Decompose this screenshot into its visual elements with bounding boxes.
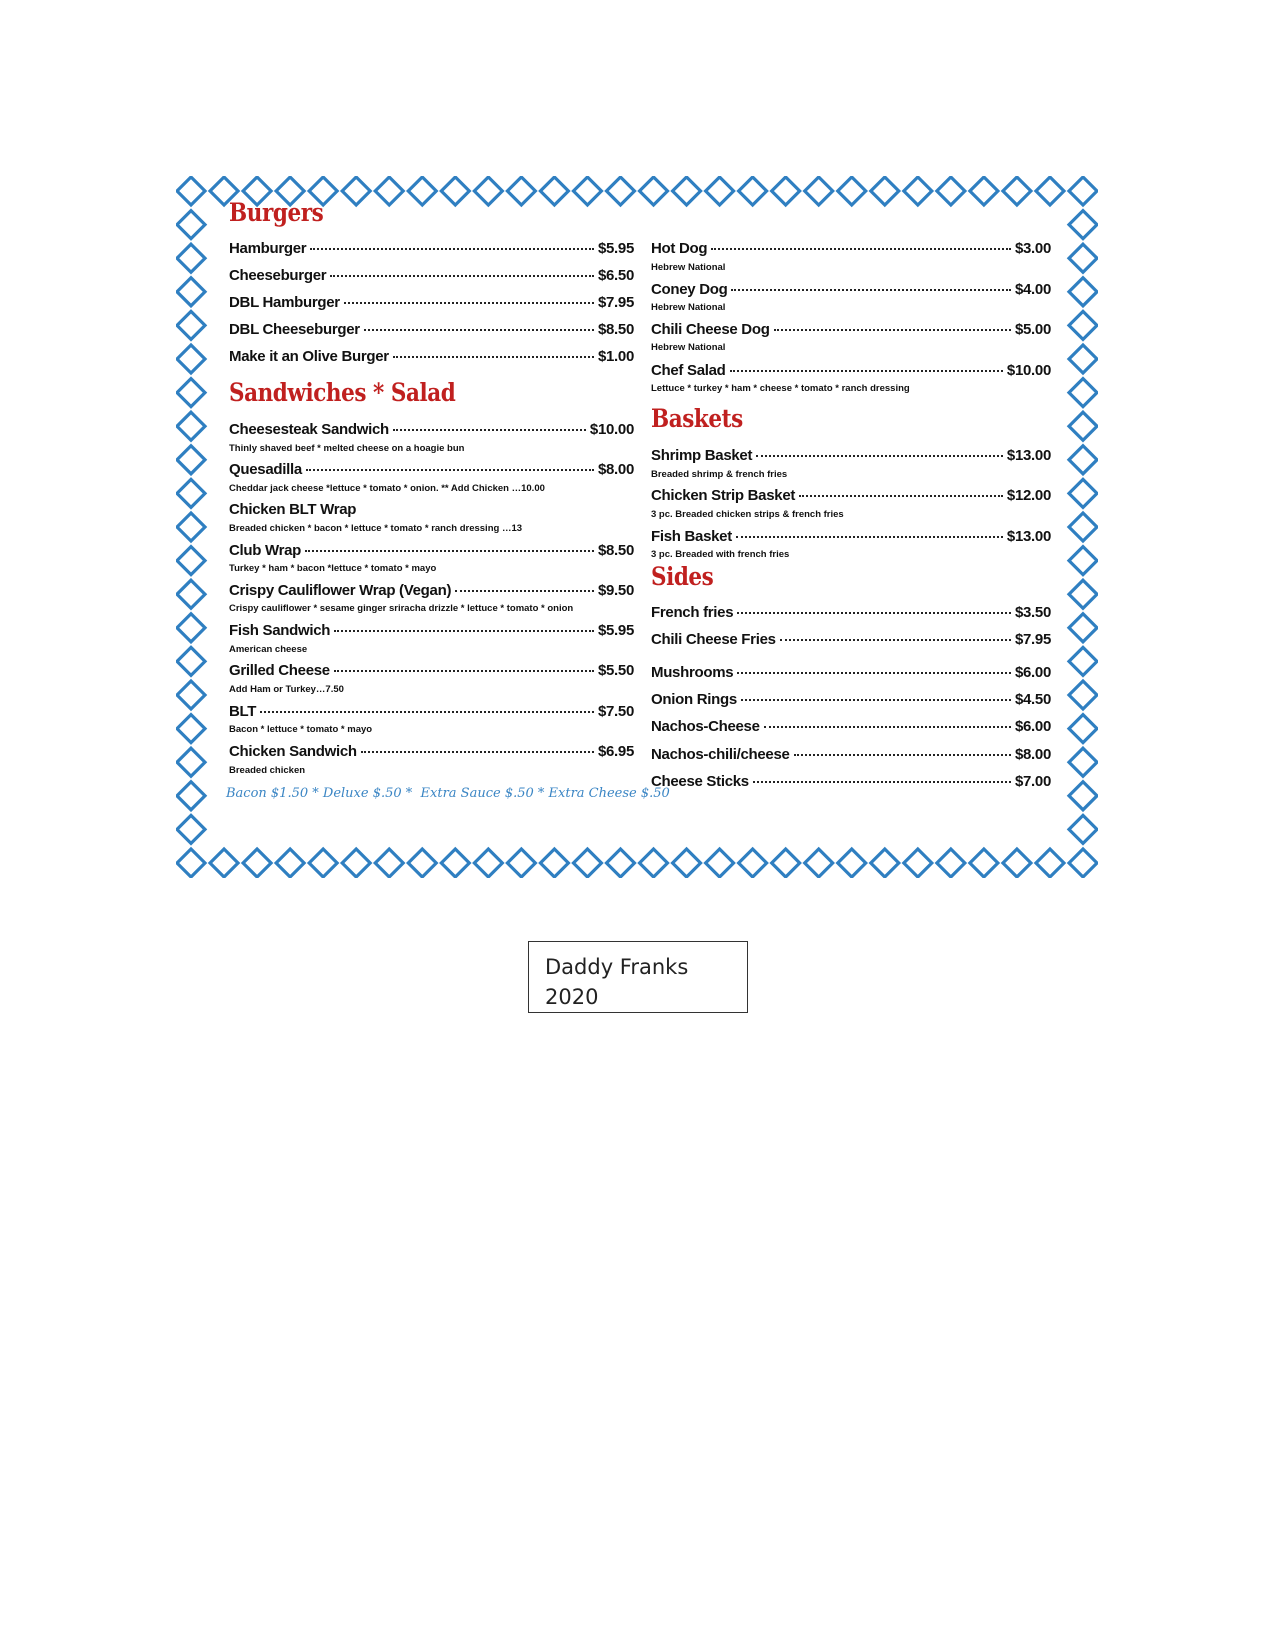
dot-leader <box>361 751 594 753</box>
dot-leader <box>334 670 594 672</box>
border-diamond <box>474 177 502 205</box>
menu-item-coney-dog <box>651 281 1051 301</box>
border-diamond <box>1003 177 1031 205</box>
dot-leader <box>393 356 594 358</box>
item-price: $3.00 <box>1014 240 1051 257</box>
item-description: American cheese <box>229 644 308 655</box>
border-diamond <box>606 177 634 205</box>
dot-leader <box>730 370 1003 372</box>
item-name: Hamburger <box>229 240 307 257</box>
item-description: Bacon * lettuce * tomato * mayo <box>229 724 373 735</box>
border-diamond <box>1069 311 1097 339</box>
dot-leader <box>393 429 586 431</box>
border-diamond <box>177 513 205 541</box>
border-diamond <box>375 849 403 877</box>
border-diamond <box>1069 446 1097 474</box>
menu-item-dbl-hamburger <box>229 294 634 314</box>
border-diamond <box>177 647 205 675</box>
menu-item-grilled-cheese <box>229 662 634 682</box>
item-price: $8.50 <box>597 542 634 559</box>
border-diamond <box>309 849 337 877</box>
extras-pricing-line: Bacon $1.50 * Deluxe $.50 * Extra Sauce $.50 * Extra Cheese $.50 <box>226 786 670 801</box>
item-price: $8.00 <box>597 461 634 478</box>
border-diamond <box>805 849 833 877</box>
border-diamond <box>673 177 701 205</box>
border-diamond <box>177 345 205 373</box>
menu-item-french-fries <box>651 604 1051 624</box>
item-description: Cheddar jack cheese *lettuce * tomato * onion. ** Add Chicken …10.00 <box>229 483 545 494</box>
border-diamond <box>937 849 965 877</box>
dot-leader <box>344 302 594 304</box>
border-diamond <box>1069 479 1097 507</box>
item-price: $13.00 <box>1006 528 1051 545</box>
border-diamond <box>177 782 205 810</box>
menu-frame <box>176 176 1098 878</box>
dot-leader <box>364 329 594 331</box>
item-price: $1.00 <box>597 348 634 365</box>
item-price: $12.00 <box>1006 487 1051 504</box>
border-diamond <box>1069 412 1097 440</box>
item-price: $7.95 <box>1014 631 1051 648</box>
item-description: Turkey * ham * bacon *lettuce * tomato * mayo <box>229 563 437 574</box>
item-price: $8.50 <box>597 321 634 338</box>
menu-item-blt <box>229 703 634 723</box>
item-name: Chili Cheese Dog <box>651 321 770 338</box>
item-description: Crispy cauliflower * sesame ginger sriracha drizzle * lettuce * tomato * onion <box>229 603 574 614</box>
section-heading-sides: Sides <box>651 562 714 591</box>
border-diamond <box>904 849 932 877</box>
border-diamond <box>573 849 601 877</box>
item-name: Chicken Strip Basket <box>651 487 796 504</box>
item-name: Coney Dog <box>651 281 728 298</box>
border-diamond <box>177 815 205 843</box>
dot-leader <box>310 248 594 250</box>
item-description: 3 pc. Breaded with french fries <box>651 549 790 560</box>
menu-item-cheesesteak <box>229 421 634 441</box>
border-diamond <box>640 849 668 877</box>
border-diamond <box>342 849 370 877</box>
border-diamond <box>276 849 304 877</box>
item-description: Lettuce * turkey * ham * cheese * tomato * ranch dressing <box>651 383 910 394</box>
item-description: Breaded chicken <box>229 765 306 776</box>
item-name: Quesadilla <box>229 461 302 478</box>
item-price: $7.95 <box>597 294 634 311</box>
item-price: $5.00 <box>1014 321 1051 338</box>
item-price: $4.00 <box>1014 281 1051 298</box>
border-diamond <box>177 715 205 743</box>
border-diamond <box>1069 614 1097 642</box>
item-price: $4.50 <box>1014 691 1051 708</box>
border-diamond <box>177 849 205 877</box>
menu-item-chicken-blt-wrap <box>229 501 356 521</box>
menu-item-quesadilla <box>229 461 634 481</box>
border-diamond <box>871 177 899 205</box>
item-price: $9.50 <box>597 582 634 599</box>
dot-leader <box>306 469 594 471</box>
border-diamond <box>375 177 403 205</box>
border-diamond <box>838 177 866 205</box>
border-diamond <box>177 681 205 709</box>
border-diamond <box>1069 513 1097 541</box>
dot-leader <box>737 612 1011 614</box>
dot-leader <box>780 639 1011 641</box>
dot-leader <box>711 248 1011 250</box>
item-price: $13.00 <box>1006 447 1051 464</box>
menu-item-fish-sandwich <box>229 622 634 642</box>
item-name: Hot Dog <box>651 240 708 257</box>
border-diamond <box>177 177 205 205</box>
border-diamond <box>177 580 205 608</box>
border-diamond <box>970 849 998 877</box>
border-diamond <box>1069 547 1097 575</box>
border-diamond <box>177 748 205 776</box>
dot-leader <box>756 455 1003 457</box>
label-line-1: Daddy Franks <box>545 955 689 979</box>
border-diamond <box>970 177 998 205</box>
item-price: $8.00 <box>1014 746 1051 763</box>
border-diamond <box>904 177 932 205</box>
section-heading-burgers: Burgers <box>229 198 324 227</box>
daddy-franks-label <box>528 941 748 1013</box>
dot-leader <box>753 781 1011 783</box>
border-diamond <box>1069 815 1097 843</box>
menu-item-cheeseburger <box>229 267 634 287</box>
item-name: Chef Salad <box>651 362 726 379</box>
menu-item-chili-cheese-fries <box>651 631 1051 651</box>
border-diamond <box>507 849 535 877</box>
item-name: Nachos-Cheese <box>651 718 760 735</box>
menu-item-chili-cheese-dog <box>651 321 1051 341</box>
item-price: $5.95 <box>597 622 634 639</box>
border-diamond <box>441 849 469 877</box>
item-description: Hebrew National <box>651 302 726 313</box>
item-name: Cheeseburger <box>229 267 327 284</box>
menu-item-chicken-strip-basket <box>651 487 1051 507</box>
item-description: Thinly shaved beef * melted cheese on a hoagie bun <box>229 443 465 454</box>
menu-item-nachos-chili-cheese <box>651 746 1051 766</box>
dot-leader <box>260 711 594 713</box>
dot-leader <box>799 495 1003 497</box>
border-diamond <box>1036 849 1064 877</box>
item-price: $6.50 <box>597 267 634 284</box>
border-diamond <box>408 177 436 205</box>
menu-item-chicken-sandwich <box>229 743 634 763</box>
border-diamond <box>1069 177 1097 205</box>
item-description: Add Ham or Turkey…7.50 <box>229 684 344 695</box>
border-diamond <box>606 849 634 877</box>
border-diamond <box>1069 379 1097 407</box>
item-price: $7.50 <box>597 703 634 720</box>
border-diamond <box>177 446 205 474</box>
border-diamond <box>210 849 238 877</box>
item-name: DBL Hamburger <box>229 294 340 311</box>
item-description: 3 pc. Breaded chicken strips & french fries <box>651 509 844 520</box>
border-diamond <box>441 177 469 205</box>
menu-item-onion-rings <box>651 691 1051 711</box>
border-diamond <box>706 177 734 205</box>
border-diamond <box>177 379 205 407</box>
menu-item-shrimp-basket <box>651 447 1051 467</box>
menu-item-hamburger <box>229 240 634 260</box>
item-price: $5.50 <box>597 662 634 679</box>
dot-leader <box>774 329 1011 331</box>
border-diamond <box>177 479 205 507</box>
border-diamond <box>1069 782 1097 810</box>
border-diamond <box>474 849 502 877</box>
item-price: $6.00 <box>1014 664 1051 681</box>
menu-item-nachos-cheese <box>651 718 1051 738</box>
item-name: Chicken Sandwich <box>229 743 357 760</box>
border-diamond <box>937 177 965 205</box>
border-diamond <box>507 177 535 205</box>
item-name: BLT <box>229 703 257 720</box>
border-diamond <box>1003 849 1031 877</box>
item-name: Crispy Cauliflower Wrap (Vegan) <box>229 582 452 599</box>
dot-leader <box>764 726 1011 728</box>
border-diamond <box>408 849 436 877</box>
menu-item-club-wrap <box>229 542 634 562</box>
menu-item-crispy-cauliflower-wrap <box>229 582 634 602</box>
item-name: Shrimp Basket <box>651 447 753 464</box>
item-description: Breaded shrimp & french fries <box>651 469 788 480</box>
dot-leader <box>305 550 594 552</box>
item-price: $6.00 <box>1014 718 1051 735</box>
border-diamond <box>1069 211 1097 239</box>
border-diamond <box>739 849 767 877</box>
dot-leader <box>731 289 1010 291</box>
menu-item-olive-burger <box>229 348 634 368</box>
item-name: Onion Rings <box>651 691 737 708</box>
item-name: Mushrooms <box>651 664 734 681</box>
border-diamond <box>177 278 205 306</box>
border-diamond <box>772 849 800 877</box>
border-diamond <box>177 547 205 575</box>
item-price: $10.00 <box>589 421 634 438</box>
border-diamond <box>772 177 800 205</box>
item-name: Club Wrap <box>229 542 302 559</box>
dot-leader <box>736 536 1003 538</box>
menu-item-dbl-cheeseburger <box>229 321 634 341</box>
border-diamond <box>1069 278 1097 306</box>
item-name: Grilled Cheese <box>229 662 330 679</box>
dot-leader <box>334 630 594 632</box>
border-diamond <box>1069 681 1097 709</box>
border-diamond <box>1069 849 1097 877</box>
item-name: Fish Sandwich <box>229 622 331 639</box>
border-diamond <box>1069 244 1097 272</box>
item-name: DBL Cheeseburger <box>229 321 360 338</box>
item-name: Cheesesteak Sandwich <box>229 421 389 438</box>
border-diamond <box>805 177 833 205</box>
item-name: Chili Cheese Fries <box>651 631 776 648</box>
item-name: Chicken BLT Wrap <box>229 501 357 518</box>
item-price: $5.95 <box>597 240 634 257</box>
border-diamond <box>177 244 205 272</box>
dot-leader <box>794 754 1011 756</box>
border-diamond <box>706 849 734 877</box>
border-diamond <box>540 177 568 205</box>
border-diamond <box>573 177 601 205</box>
menu-item-chef-salad <box>651 362 1051 382</box>
item-price: $10.00 <box>1006 362 1051 379</box>
dot-leader <box>741 699 1011 701</box>
section-heading-baskets: Baskets <box>651 404 743 433</box>
border-diamond <box>673 849 701 877</box>
item-name: Make it an Olive Burger <box>229 348 389 365</box>
menu-item-hot-dog <box>651 240 1051 260</box>
border-diamond <box>640 177 668 205</box>
border-diamond <box>342 177 370 205</box>
border-diamond <box>1036 177 1064 205</box>
dot-leader <box>737 672 1011 674</box>
border-diamond <box>1069 647 1097 675</box>
border-diamond <box>540 849 568 877</box>
item-price: $7.00 <box>1014 773 1051 790</box>
border-diamond <box>739 177 767 205</box>
item-name: Cheese Sticks <box>651 773 749 790</box>
border-diamond <box>1069 715 1097 743</box>
item-description: Breaded chicken * bacon * lettuce * tomato * ranch dressing …13 <box>229 523 523 534</box>
border-diamond <box>1069 748 1097 776</box>
section-heading-sandwiches-salad: Sandwiches * Salad <box>229 378 456 407</box>
item-price: $3.50 <box>1014 604 1051 621</box>
border-diamond <box>243 849 271 877</box>
item-name: Fish Basket <box>651 528 732 545</box>
menu-item-mushrooms <box>651 664 1051 684</box>
item-name: French fries <box>651 604 734 621</box>
border-diamond <box>177 211 205 239</box>
border-diamond <box>177 614 205 642</box>
dot-leader <box>455 590 594 592</box>
border-diamond <box>1069 580 1097 608</box>
border-diamond <box>838 849 866 877</box>
dot-leader <box>330 275 594 277</box>
item-description: Hebrew National <box>651 262 726 273</box>
label-line-2: 2020 <box>545 985 599 1009</box>
border-diamond <box>871 849 899 877</box>
item-name: Nachos-chili/cheese <box>651 746 790 763</box>
border-diamond <box>1069 345 1097 373</box>
border-diamond <box>177 311 205 339</box>
item-description: Hebrew National <box>651 342 726 353</box>
item-price: $6.95 <box>597 743 634 760</box>
border-diamond <box>177 412 205 440</box>
menu-item-fish-basket <box>651 528 1051 548</box>
menu-item-cheese-sticks <box>651 773 1051 793</box>
